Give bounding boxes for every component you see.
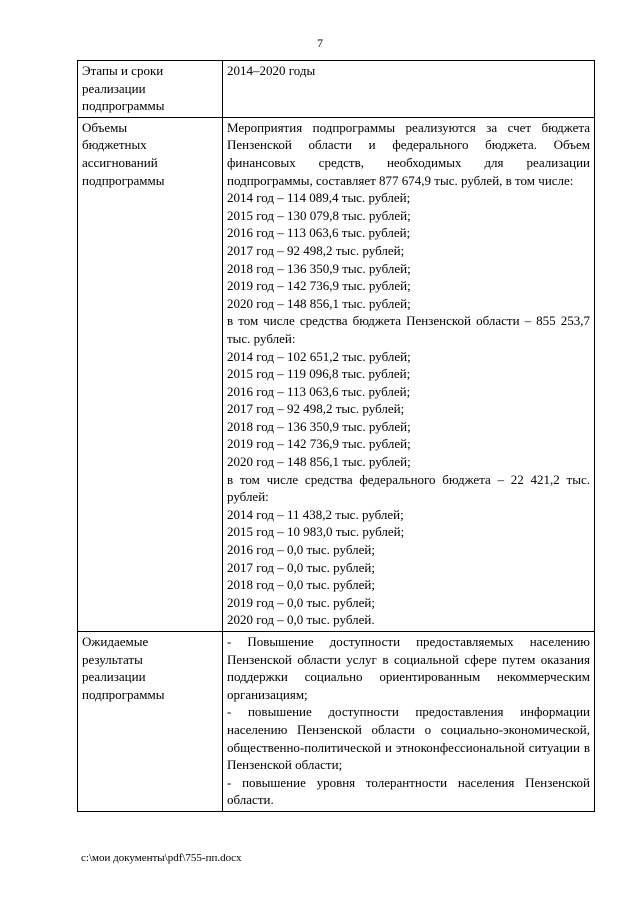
row-value-line: 2020 год – 148 856,1 тыс. рублей; <box>227 295 411 311</box>
row-value-line: 2016 год – 113 063,6 тыс. рублей; <box>227 225 411 241</box>
row-value-line: 2015 год – 119 096,8 тыс. рублей; <box>227 366 411 382</box>
row-label-line: подпрограммы <box>82 98 165 114</box>
row-value-line: 2019 год – 0,0 тыс. рублей; <box>227 594 375 610</box>
row-value-line: 2019 год – 142 736,9 тыс. рублей; <box>227 278 411 294</box>
row-label-line: Этапы и сроки <box>82 63 164 78</box>
row-value-line: 2020 год – 148 856,1 тыс. рублей; <box>227 454 411 470</box>
row-value-line: 2018 год – 0,0 тыс. рублей; <box>227 577 375 593</box>
row-value-line: 2017 год – 0,0 тыс. рублей; <box>227 559 375 575</box>
row-value-line: 2014–2020 годы <box>227 63 316 78</box>
table-row <box>78 61 595 118</box>
row-value-line: 2015 год – 10 983,0 тыс. рублей; <box>227 524 405 540</box>
row-value-line: 2015 год – 130 079,8 тыс. рублей; <box>227 207 411 223</box>
row-value-line: 2014 год – 11 438,2 тыс. рублей; <box>227 506 404 522</box>
row-value-line: в том числе средства федерального бюджета – 22 421,2 тыс. рублей: <box>227 471 590 505</box>
row-label-line: ассигнований <box>82 154 158 170</box>
row-value-line: 2016 год – 113 063,6 тыс. рублей; <box>227 383 411 399</box>
row-label-line: Ожидаемые <box>82 634 149 649</box>
row-value-line: 2014 год – 114 089,4 тыс. рублей; <box>227 190 411 206</box>
row-label-line: бюджетных <box>82 137 147 153</box>
row-label-line: Объемы <box>82 119 128 135</box>
page-number: 7 <box>317 36 323 50</box>
row-value-cell <box>223 632 595 812</box>
table-row <box>78 632 595 812</box>
row-value-line: Мероприятия подпрограммы реализуются за счет бюджета Пензенской области и федерального бюджета. Объем финансовых средств, необходимых для реализации подпрограммы, составляет 877 674,9 тыс. рублей, в том числе: <box>227 119 590 188</box>
row-label-line: подпрограммы <box>82 172 165 188</box>
row-value-cell <box>223 61 595 118</box>
row-label-cell <box>78 632 223 812</box>
row-value-line: 2018 год – 136 350,9 тыс. рублей; <box>227 418 411 434</box>
row-value-line: 2017 год – 92 498,2 тыс. рублей; <box>227 242 405 258</box>
row-label-line: реализации <box>82 669 146 685</box>
table-row <box>78 117 595 631</box>
row-value-line: - повышение уровня толерантности населения Пензенской области. <box>227 774 590 808</box>
row-value-line: 2020 год – 0,0 тыс. рублей. <box>227 612 375 628</box>
row-value-line: 2019 год – 142 736,9 тыс. рублей; <box>227 436 411 452</box>
row-value-line: 2014 год – 102 651,2 тыс. рублей; <box>227 348 411 364</box>
row-value-line: 2018 год – 136 350,9 тыс. рублей; <box>227 260 411 276</box>
row-value-cell <box>223 117 595 631</box>
row-value-line: - Повышение доступности предоставляемых населению Пензенской области услуг в социальной сфере путем оказания поддержки социально ориентированным некоммерческим организациям; <box>227 634 590 702</box>
row-label-line: реализации <box>82 80 146 96</box>
row-value-line: 2017 год – 92 498,2 тыс. рублей; <box>227 401 405 417</box>
row-label-cell <box>78 61 223 118</box>
row-value-line: 2016 год – 0,0 тыс. рублей; <box>227 542 375 558</box>
document-file-path: c:\мои документы\pdf\755-пп.docx <box>81 852 242 864</box>
row-label-line: подпрограммы <box>82 686 165 702</box>
row-value-line: в том числе средства бюджета Пензенской области – 855 253,7 тыс. рублей: <box>227 313 590 346</box>
row-label-line: результаты <box>82 651 143 667</box>
row-value-line: - повышение доступности предоставления информации населению Пензенской области о социально-экономической, общественно-политической и этноконфессиональной ситуации в Пензенской области; <box>227 704 590 773</box>
subprogram-passport-table <box>77 60 595 812</box>
row-label-cell <box>78 117 223 631</box>
